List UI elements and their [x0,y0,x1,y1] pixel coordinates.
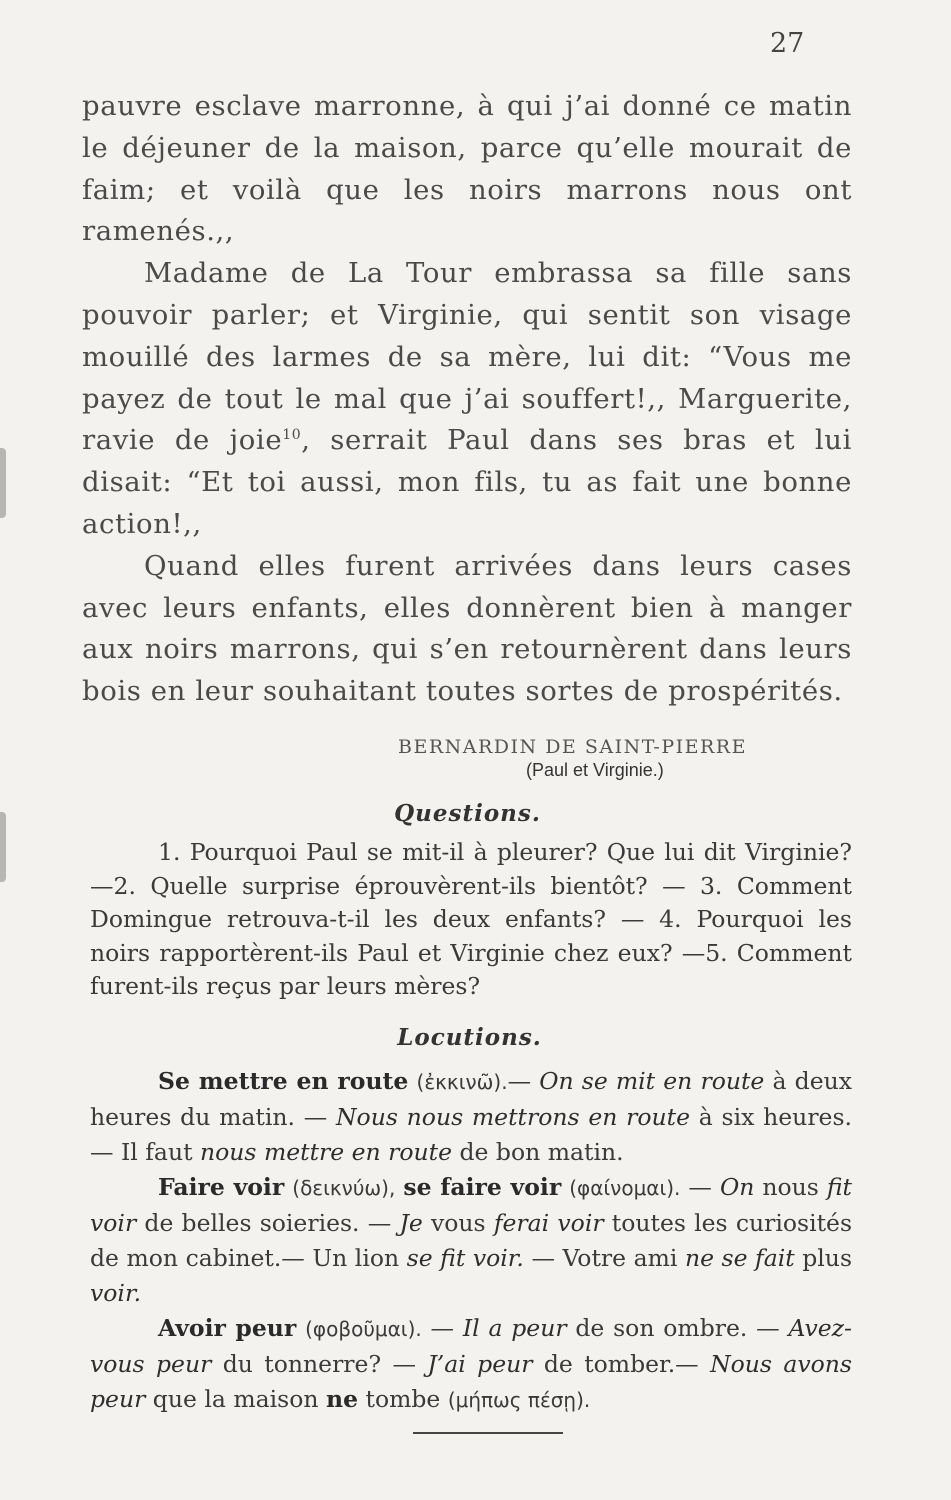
example: Il a peur [462,1314,567,1342]
example-text: de tomber.— [532,1350,711,1378]
example: Je [399,1209,423,1237]
example-text: de bon matin. [452,1138,624,1166]
example-text: vous [422,1209,494,1237]
example-text: à six heures. — Il faut [90,1103,852,1166]
greek-translation: (ἐκκινῶ). [416,1070,508,1094]
example: voir. [90,1279,142,1307]
questions-list [90,836,852,1004]
locution-faire-voir: Faire voir (δεικνύω), se faire voir (φαίνομαι). — On nous fit voir de belles soieries. — Je vous ferai voir toutes les curiosités de mon cabinet.— Un lion se fit voir. — Votre ami ne se fait plus voir. [90,1173,853,1307]
example-text: toutes les curiosités de mon cabinet.— Un lion [90,1209,853,1272]
locution-term: Faire voir [158,1173,285,1201]
example: Avez-vous peur [90,1314,852,1378]
example-text: plus [794,1244,852,1272]
example: Nous avons peur [90,1350,852,1413]
example: On [719,1173,755,1201]
paragraph-2-part-1: Madame de La Tour embrassa sa fille sans pouvoir parler; et Virginie, qui sentit son visage mouillé des larmes de sa mère, lui dit: “Vous me payez de tout le mal que j’ai souffert!,, Marguerite, ravie de joie [82,257,852,457]
paragraph-2-part-2: , serrait Paul dans ses bras et lui disait: “Et toi aussi, mon fils, tu as fait une bonne action!,, [82,424,852,540]
greek-translation: (δεικνύω), [292,1176,396,1200]
page-number: 27 [770,28,805,59]
example-text: que la maison [145,1385,326,1413]
example-text: de belles soieries. — [136,1209,400,1237]
locution-avoir-peur: Avoir peur (φοβοῦμαι). — Il a peur de son ombre. — Avez-vous peur du tonnerre? — J’ai peur de tomber.— Nous avons peur que la maison ne tombe (μήπως πέσῃ). [90,1314,852,1413]
example: On se mit en route [539,1067,765,1095]
locution-term: se faire voir [403,1173,562,1201]
locution-term: Se mettre en route [158,1067,409,1095]
end-rule [413,1432,563,1434]
locution-term: Avoir peur [158,1314,297,1342]
paragraph-1: pauvre esclave marronne, à qui j’ai donné ce matin le déjeuner de la maison, parce qu’elle mourait de faim; et voilà que les noirs marrons nous ont ramenés.,, [82,90,852,248]
attribution [398,736,828,781]
greek-translation: (φοβοῦμαι). [305,1317,422,1341]
example: se fit voir. [406,1244,524,1272]
example-text: tombe [358,1385,448,1413]
questions-text: 1. Pourquoi Paul se mit-il à pleurer? Que lui dit Virginie? —2. Quelle surprise éprouvèrent-ils bientôt? — 3. Comment Domingue retrouva-t-il les deux enfants? — 4. Pourquoi les noirs rapportèrent-ils Paul et Virginie chez eux? —5. Comment furent-ils reçus par leurs mères? [90,838,852,1000]
example: fit voir [90,1173,852,1237]
page-edge-shadow [0,448,6,518]
locutions-list [90,1064,852,1418]
paragraph-3: Quand elles furent arrivées dans leurs cases avec leurs enfants, elles donnèrent bien à manger aux noirs marrons, qui s’en retournèrent dans leurs bois en leur souhaitant toutes sortes de prospérités. [82,549,852,708]
example-text: nous [754,1173,827,1201]
locution-se-mettre-en-route: Se mettre en route (ἐκκινῶ).— On se mit en route à deux heures du matin. — Nous nous mettrons en route à six heures. — Il faut nous mettre en route de bon matin. [90,1067,852,1166]
example: ferai voir [493,1209,604,1237]
greek-translation: (φαίνομαι). [569,1176,681,1200]
locutions-heading: Locutions. [397,1024,542,1051]
example-text: du tonnerre? — [211,1350,428,1378]
example: Nous nous mettrons en route [335,1103,690,1131]
questions-heading: Questions. [394,800,541,827]
example-text: de son ombre. — [566,1314,789,1342]
passage-text [82,86,852,713]
example-text: à deux heures du matin. — [90,1067,852,1131]
work-title: (Paul et Virginie.) [526,760,664,780]
example: J’ai peur [427,1350,533,1378]
example-text: — Votre ami [523,1244,685,1272]
author-name: BERNARDIN DE SAINT-PIERRE [398,736,747,758]
paragraph-2 [82,253,852,546]
greek-translation: (μήπως πέσῃ). [447,1388,591,1412]
example: nous mettre en route [200,1138,453,1166]
footnote-marker: 10 [282,427,302,444]
example: ne se fait [684,1244,795,1272]
emphasis-ne: ne [325,1385,359,1413]
